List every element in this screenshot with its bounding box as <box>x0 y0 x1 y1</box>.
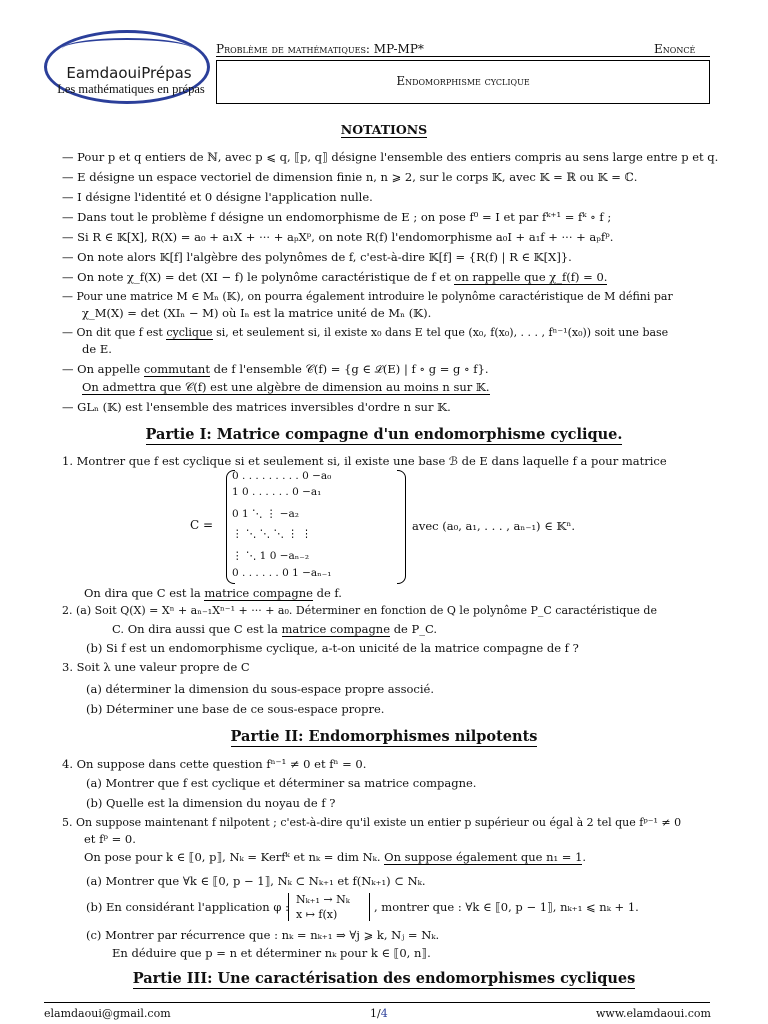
part1-heading: Partie I: Matrice compagne d'un endomorphisme cyclique. <box>145 426 623 443</box>
map-line-1: Nₖ₊₁ → Nₖ <box>296 893 350 906</box>
notation-item: — On appelle commutant de f l'ensemble 𝒞(f) = {g ∈ ℒ(E) | f ∘ g = g ∘ f}. <box>62 362 489 376</box>
matrix-row: ⋮ ⋱ ⋱ ⋱ ⋮ ⋮ <box>232 528 312 540</box>
question-2a: 2. (a) Soit Q(X) = Xⁿ + aₙ₋₁Xⁿ⁻¹ + ··· + a₀. Déterminer en fonction de Q le polynôme P_C caractéristique de <box>62 604 657 617</box>
total-pages-link[interactable]: 4 <box>380 1007 388 1020</box>
companion-matrix <box>226 470 406 584</box>
question-2b: (b) Si f est un endomorphisme cyclique, a-t-on unicité de la matrice compagne de f ? <box>86 641 579 655</box>
map-line-2: x ↦ f(x) <box>296 908 338 921</box>
footer-rule <box>44 1002 710 1003</box>
logo-title: EamdaouiPrépas <box>66 64 192 82</box>
notation-item-cont: On admettra que 𝒞(f) est une algèbre de dimension au moins n sur 𝕂. <box>82 380 490 394</box>
logo <box>44 30 214 108</box>
question-5b-post: , montrer que : ∀k ∈ ⟦0, p − 1⟧, nₖ₊₁ ⩽ nₖ + 1. <box>374 900 639 914</box>
footer-site[interactable]: www.elamdaoui.com <box>596 1007 711 1020</box>
logo-arc <box>62 38 192 60</box>
notation-item: — GLₙ (𝕂) est l'ensemble des matrices inversibles d'ordre n sur 𝕂. <box>62 400 451 414</box>
question-5a: (a) Montrer que ∀k ∈ ⟦0, p − 1⟧, Nₖ ⊂ Nₖ₊₁ et f(Nₖ₊₁) ⊂ Nₖ. <box>86 874 426 888</box>
question-3: 3. Soit λ une valeur propre de C <box>62 660 250 674</box>
question-4a: (a) Montrer que f est cyclique et déterminer sa matrice compagne. <box>86 776 477 790</box>
matrix-label: C = <box>190 518 214 532</box>
notation-item: — Si R ∈ 𝕂[X], R(X) = a₀ + a₁X + ··· + aₚXᵖ, on note R(f) l'endomorphisme a₀I + a₁f + ··· + aₚfᵖ. <box>62 230 614 244</box>
notation-item-cont: χ_M(X) = det (XIₙ − M) où Iₙ est la matrice unité de Mₙ (𝕂). <box>82 306 432 320</box>
page-number: 1/4 <box>370 1007 388 1020</box>
notation-item: — I désigne l'identité et 0 désigne l'application nulle. <box>62 190 373 204</box>
logo-subtitle: Les mathématiques en prépas <box>57 82 205 96</box>
header-rule <box>216 56 710 57</box>
question-4: 4. On suppose dans cette question fⁿ⁻¹ ≠ 0 et fⁿ = 0. <box>62 757 367 771</box>
footer-email[interactable]: elamdaoui@gmail.com <box>44 1007 171 1020</box>
question-5: 5. On suppose maintenant f nilpotent ; c'est-à-dire qu'il existe un entier p supérieur ou égal à 2 tel que fᵖ⁻¹ ≠ 0 <box>62 816 682 829</box>
matrix-row: 0 . . . . . . 0 1 −aₙ₋₁ <box>232 567 332 579</box>
question-3a: (a) déterminer la dimension du sous-espace propre associé. <box>86 682 434 696</box>
matrix-row: 1 0 . . . . . . 0 −a₁ <box>232 486 322 498</box>
notation-item: — E désigne un espace vectoriel de dimension finie n, n ⩾ 2, sur le corps 𝕂, avec 𝕂 = ℝ ou 𝕂 = ℂ. <box>62 170 638 184</box>
question-5b: (b) En considérant l'application φ : <box>86 900 289 914</box>
notation-item-cont: de E. <box>82 342 112 356</box>
question-1: 1. Montrer que f est cyclique si et seulement si, il existe une base ℬ de E dans laquelle f a pour matrice <box>62 454 667 468</box>
matrix-suffix: avec (a₀, a₁, . . . , aₙ₋₁) ∈ 𝕂ⁿ. <box>412 519 575 533</box>
question-5c-cont: En déduire que p = n et déterminer nₖ pour k ∈ ⟦0, n⟧. <box>112 946 431 960</box>
question-5-cont: et fᵖ = 0. <box>84 832 136 846</box>
question-5-def: On pose pour k ∈ ⟦0, p⟧, Nₖ = Kerfᵏ et nₖ = dim Nₖ. On suppose également que n₁ = 1. <box>84 850 587 864</box>
part3-heading: Partie III: Une caractérisation des endomorphismes cycliques <box>132 970 636 987</box>
part2-heading: Partie II: Endomorphismes nilpotents <box>230 728 538 745</box>
header-right: Enoncé <box>654 42 696 56</box>
notation-item: — Pour une matrice M ∈ Mₙ (𝕂), on pourra également introduire le polynôme caractéristique de M défini par <box>62 290 673 303</box>
question-3b: (b) Déterminer une base de ce sous-espace propre. <box>86 702 385 716</box>
question-2a-cont: C. On dira aussi que C est la matrice compagne de P_C. <box>112 622 438 636</box>
matrix-row: ⋮ ⋱ 1 0 −aₙ₋₂ <box>232 550 310 562</box>
header-left: Problème de mathématiques: MP-MP* <box>216 42 424 56</box>
question-5c: (c) Montrer par récurrence que : nₖ = nₖ₊₁ ⇒ ∀j ⩾ k, Nⱼ = Nₖ. <box>86 928 440 942</box>
matrix-row: 0 1 ⋱ ⋮ −a₂ <box>232 508 299 520</box>
question-4b: (b) Quelle est la dimension du noyau de f ? <box>86 796 336 810</box>
notations-heading: NOTATIONS <box>340 122 428 137</box>
notation-item: — Dans tout le problème f désigne un endomorphisme de E ; on pose f⁰ = I et par fᵏ⁺¹ = fᵏ ∘ f ; <box>62 210 612 224</box>
question-1-end: On dira que C est la matrice compagne de f. <box>84 586 342 600</box>
notation-item: — On note alors 𝕂[f] l'algèbre des polynômes de f, c'est-à-dire 𝕂[f] = {R(f) | R ∈ 𝕂[X]}. <box>62 250 572 264</box>
matrix-row: 0 . . . . . . . . . 0 −a₀ <box>232 470 332 482</box>
notation-item: — Pour p et q entiers de ℕ, avec p ⩽ q, ⟦p, q⟧ désigne l'ensemble des entiers compris au sens large entre p et q. <box>62 150 719 164</box>
notation-item: — On dit que f est cyclique si, et seulement si, il existe x₀ dans E tel que (x₀, f(x₀), . . . , fⁿ⁻¹(x₀)) soit une base <box>62 326 669 339</box>
notation-item: — On note χ_f(X) = det (XI − f) le polynôme caractéristique de f et on rappelle que χ_f(f) = 0. <box>62 270 608 284</box>
document-title: Endomorphisme cyclique <box>396 74 530 88</box>
